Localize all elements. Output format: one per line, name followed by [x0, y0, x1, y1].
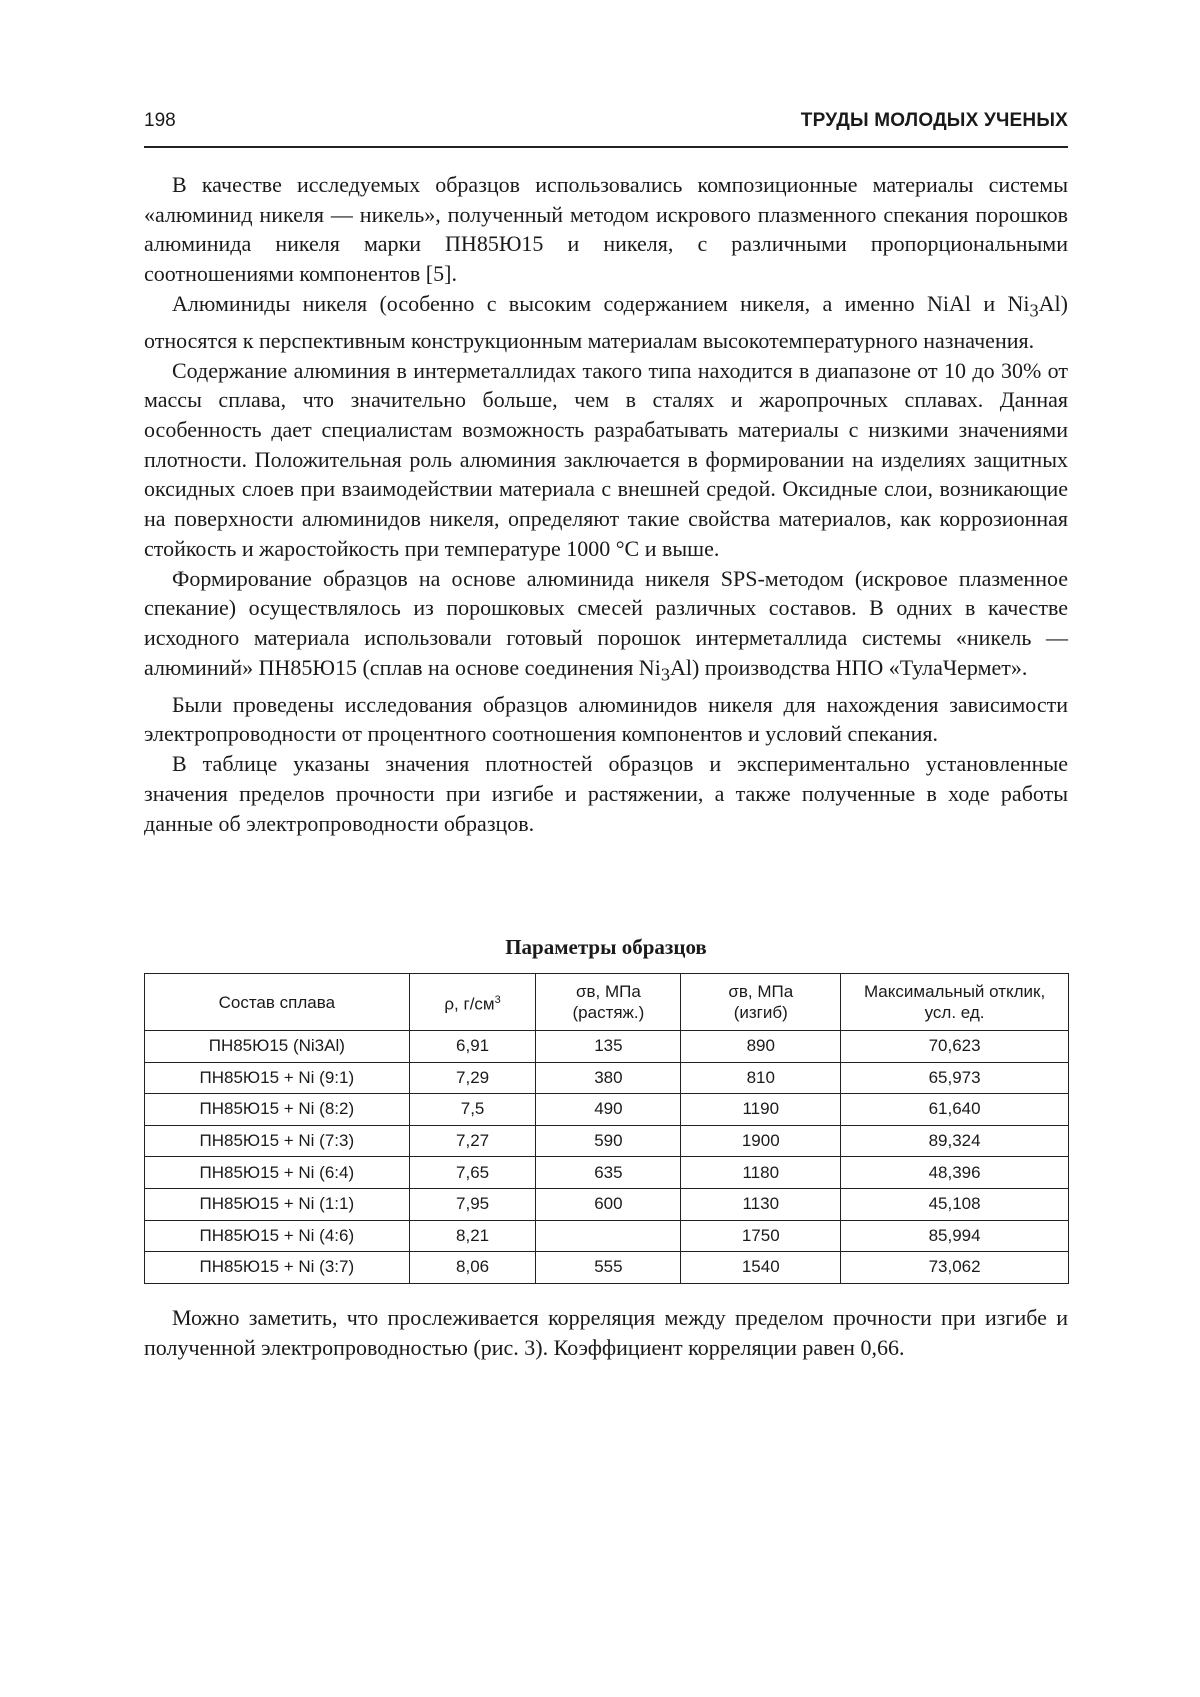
cell-density: 7,65 [409, 1157, 536, 1189]
header-tensile-line-2: (растяж.) [572, 1003, 645, 1022]
parameters-table [144, 973, 1069, 1284]
running-title: ТРУДЫ МОЛОДЫХ УЧЕНЫХ [800, 110, 1068, 131]
header-density-label: ρ, г/см [444, 994, 495, 1014]
cell-density: 6,91 [409, 1031, 536, 1063]
cell-composition: ПН85Ю15 + Ni (4:6) [145, 1220, 410, 1252]
cell-density: 7,29 [409, 1062, 536, 1094]
header-response-line-1: Максимальный отклик, [863, 982, 1046, 1001]
cell-tensile: 555 [536, 1252, 681, 1284]
paragraph-4 [144, 564, 1068, 690]
cell-bending: 1750 [681, 1220, 841, 1252]
main-text [144, 170, 1068, 838]
cell-composition: ПН85Ю15 + Ni (3:7) [145, 1252, 410, 1284]
subscript-3: 3 [1029, 300, 1039, 321]
cell-density: 8,06 [409, 1252, 536, 1284]
table-row [145, 1188, 1069, 1220]
cell-composition: ПН85Ю15 + Ni (1:1) [145, 1188, 410, 1220]
header-tensile-line-1: σв, МПа [576, 982, 641, 1001]
cell-response: 61,640 [841, 1094, 1069, 1126]
table-row [145, 1220, 1069, 1252]
cell-bending: 890 [681, 1031, 841, 1063]
cell-tensile: 380 [536, 1062, 681, 1094]
header-density [409, 974, 536, 1031]
cell-composition: ПН85Ю15 + Ni (7:3) [145, 1125, 410, 1157]
cell-response: 89,324 [841, 1125, 1069, 1157]
cell-response: 73,062 [841, 1252, 1069, 1284]
table-header-row [145, 974, 1069, 1031]
paragraph-5: Были проведены исследования образцов алюминидов никеля для нахождения зависимости электропроводности от процентного соотношения компонентов и условий спекания. [144, 691, 1068, 747]
paragraph-1: В качестве исследуемых образцов использовались композиционные материалы системы «алюминид никеля — никель», полученный методом искрового плазменного спекания порошков алюминида никеля марки ПН85Ю15 и никеля, с различными пропорциональными соотношениями компонентов [5]. [144, 172, 1068, 287]
conclusion-text [144, 1303, 1068, 1362]
cell-bending: 810 [681, 1062, 841, 1094]
paragraph-4-part-2: Al) производства НПО «ТулаЧермет». [669, 654, 1028, 680]
cell-tensile: 635 [536, 1157, 681, 1189]
paragraph-3: Содержание алюминия в интерметаллидах такого типа находится в диапазоне от 10 до 30% от массы сплава, что значительно больше, чем в сталях и жаропрочных сплавах. Данная особенность дает специалистам возможность разрабатывать материалы с низкими значениями плотности. Положительная роль алюминия заключается в формировании на изделиях защитных оксидных слоев при взаимодействии материала с внешней средой. Оксидные слои, возникающие на поверхности алюминидов никеля, определяют такие свойства материалов, как коррозионная стойкость и жаростойкость при температуре 1000 °С и выше. [144, 357, 1068, 561]
table-row [145, 1125, 1069, 1157]
header-density-superscript: 3 [494, 993, 501, 1006]
cell-tensile: 135 [536, 1031, 681, 1063]
cell-density: 7,95 [409, 1188, 536, 1220]
cell-bending: 1180 [681, 1157, 841, 1189]
table-row [145, 1094, 1069, 1126]
cell-tensile: 600 [536, 1188, 681, 1220]
cell-density: 8,21 [409, 1220, 536, 1252]
header-bending-line-2: (изгиб) [733, 1003, 788, 1022]
cell-bending: 1900 [681, 1125, 841, 1157]
cell-response: 45,108 [841, 1188, 1069, 1220]
cell-response: 70,623 [841, 1031, 1069, 1063]
cell-density: 7,5 [409, 1094, 536, 1126]
cell-bending: 1540 [681, 1252, 841, 1284]
cell-composition: ПН85Ю15 (Ni3Al) [145, 1031, 410, 1063]
page-number: 198 [144, 110, 176, 131]
table-caption: Параметры образцов [505, 935, 707, 959]
header-tensile [536, 974, 681, 1031]
paragraph-7: Можно заметить, что прослеживается корреляция между пределом прочности при изгибе и полученной электропроводностью (рис. 3). Коэффициент корреляции равен 0,66. [144, 1305, 1068, 1360]
cell-composition: ПН85Ю15 + Ni (8:2) [145, 1094, 410, 1126]
header-bending-line-1: σв, МПа [728, 982, 794, 1001]
paragraph-6: В таблице указаны значения плотностей образцов и экспериментально установленные значения пределов прочности при изгибе и растяжении, а также полученные в ходе работы данные об электропроводности образцов. [144, 751, 1068, 836]
paragraph-4-part-1: Формирование образцов на основе алюминида никеля SPS-методом (искровое плазменное спекание) осуществлялось из порошковых смесей различных составов. В одних в качестве исходного материала использовали готовый порошок интерметаллида системы «никель — алюминий» ПН85Ю15 (сплав на основе соединения Ni [144, 565, 1068, 680]
table-row [145, 1252, 1069, 1284]
cell-composition: ПН85Ю15 + Ni (9:1) [145, 1062, 410, 1094]
cell-tensile [536, 1220, 681, 1252]
header-response-line-2: усл. ед. [924, 1003, 985, 1022]
header-bending [681, 974, 841, 1031]
cell-bending: 1190 [681, 1094, 841, 1126]
cell-tensile: 590 [536, 1125, 681, 1157]
header-response [841, 974, 1069, 1031]
cell-response: 65,973 [841, 1062, 1069, 1094]
cell-response: 48,396 [841, 1157, 1069, 1189]
table-row [145, 1157, 1069, 1189]
paragraph-2-part-2: Al) относятся к перспективным конструкционным материалам высокотемпературного назначения. [144, 290, 1068, 353]
page-header [144, 108, 1068, 148]
cell-composition: ПН85Ю15 + Ni (6:4) [145, 1157, 410, 1189]
table-row [145, 1031, 1069, 1063]
paragraph-2 [144, 289, 1068, 356]
header-composition: Состав сплава [145, 974, 410, 1031]
cell-tensile: 490 [536, 1094, 681, 1126]
paragraph-2-part-1: Алюминиды никеля (особенно с высоким содержанием никеля, а именно NiAl и Ni [172, 290, 1030, 316]
cell-response: 85,994 [841, 1220, 1069, 1252]
cell-density: 7,27 [409, 1125, 536, 1157]
subscript-3: 3 [660, 664, 670, 685]
cell-bending: 1130 [681, 1188, 841, 1220]
table-row [145, 1062, 1069, 1094]
